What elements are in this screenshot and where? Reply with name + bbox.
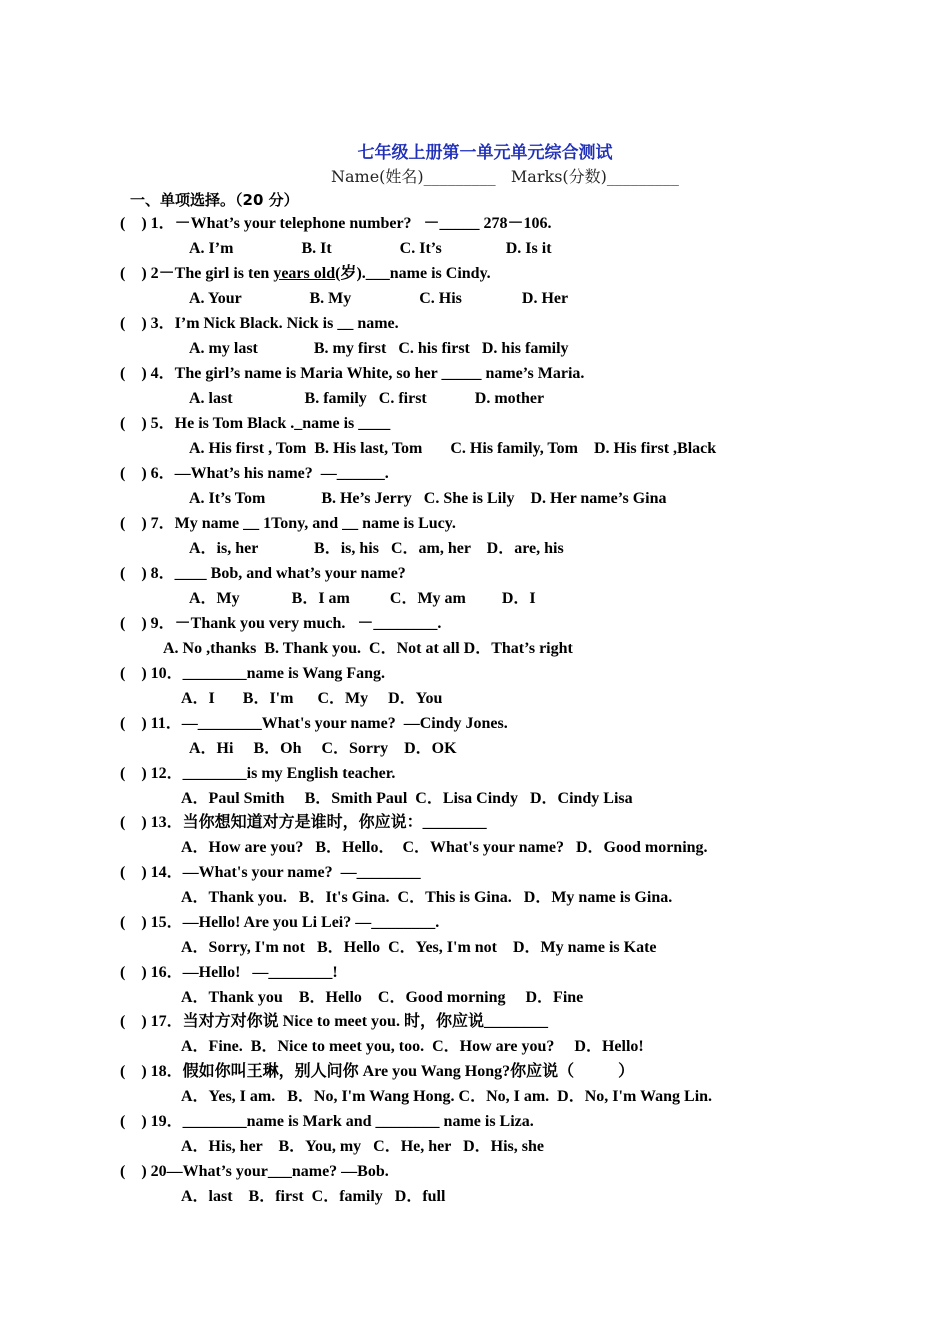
question-10: ( ) 10．________name is Wang Fang. (120, 665, 386, 682)
question-17: ( ) 17．当对方对你说 Nice to meet you. 时，你应说________ (120, 1013, 548, 1030)
question-8: ( ) 8．____ Bob, and what’s your name? (120, 565, 406, 582)
question-19: ( ) 19．________name is Mark and ________ name is Liza. (120, 1113, 534, 1130)
question-2-part-a: ( ) 2－The girl is ten (120, 265, 274, 282)
question-2 (120, 264, 491, 284)
options-11: A．Hi B．Oh C．Sorry D．OK (189, 740, 457, 757)
options-18: A．Yes, I am. B．No, I'm Wang Hong. C．No, I am. D．No, I'm Wang Lin. (181, 1088, 713, 1105)
question-1: ( ) 1．－What’s your telephone number? －_____ 278－106. (120, 215, 552, 232)
options-8: A．My B．I am C．My am D．I (189, 590, 536, 607)
options-17: A．Fine. B．Nice to meet you, too. C．How are you? D．Hello! (181, 1038, 644, 1055)
options-14: A．Thank you. B．It's Gina. C．This is Gina. D．My name is Gina. (181, 889, 673, 906)
options-6: A. It’s Tom B. He’s Jerry C. She is Lily D. Her name’s Gina (189, 490, 667, 507)
question-16: ( ) 16．—Hello! —________! (120, 964, 338, 981)
name-marks-line: Name(姓名)_________ Marks(分数)_________ (331, 167, 679, 186)
options-4: A. last B. family C. first D. mother (189, 390, 545, 407)
question-12: ( ) 12．________is my English teacher. (120, 765, 396, 782)
question-2-underlined: years old (273, 265, 336, 282)
page-title: 七年级上册第一单元单元综合测试 (357, 143, 613, 163)
options-1: A. I’m B. It C. It’s D. Is it (189, 240, 552, 257)
options-16: A．Thank you B．Hello C．Good morning D．Fine (181, 989, 584, 1006)
options-19: A．His, her B．You, my C．He, her D．His, she (181, 1138, 544, 1155)
options-9: A. No ,thanks B. Thank you. C．Not at all D．That’s right (163, 640, 573, 657)
options-2: A. Your B. My C. His D. Her (189, 290, 569, 307)
question-5: ( ) 5．He is Tom Black ._name is ____ (120, 415, 391, 432)
question-2-part-b: (岁).___name is Cindy. (335, 265, 491, 282)
options-5: A. His first , Tom B. His last, Tom C. His family, Tom D. His first ,Black (189, 440, 717, 457)
options-15: A．Sorry, I'm not B．Hello C．Yes, I'm not D．My name is Kate (181, 939, 657, 956)
question-20: ( ) 20—What’s your___name? —Bob. (120, 1163, 389, 1180)
question-18: ( ) 18．假如你叫王琳，别人问你 Are you Wang Hong?你应说（ ） (120, 1063, 635, 1080)
options-13: A．How are you? B．Hello． C．What's your name? D．Good morning. (181, 839, 708, 856)
options-20: A．last B．first C．family D．full (181, 1188, 446, 1205)
options-12: A．Paul Smith B．Smith Paul C．Lisa Cindy D．Cindy Lisa (181, 790, 633, 807)
question-13: ( ) 13．当你想知道对方是谁时，你应说：________ (120, 814, 487, 831)
options-7: A．is, her B．is, his C．am, her D．are, his (189, 540, 564, 557)
options-10: A．I B．I'm C．My D．You (181, 690, 443, 707)
question-3: ( ) 3．I’m Nick Black. Nick is __ name. (120, 315, 399, 332)
question-15: ( ) 15．—Hello! Are you Li Lei? —________. (120, 914, 440, 931)
options-3: A. my last B. my first C. his first D. his family (189, 340, 569, 357)
question-14: ( ) 14．—What's your name? —________ (120, 864, 421, 881)
question-6: ( ) 6．—What’s his name? —______. (120, 465, 389, 482)
section-heading: 一、单项选择。（20 分） (130, 191, 299, 209)
question-7: ( ) 7．My name __ 1Tony, and __ name is Lucy. (120, 515, 456, 532)
question-11: ( ) 11．—________What's your name? —Cindy Jones. (120, 715, 508, 732)
question-9: ( ) 9．－Thank you very much. －________. (120, 615, 442, 632)
question-4: ( ) 4．The girl’s name is Maria White, so her _____ name’s Maria. (120, 365, 585, 382)
